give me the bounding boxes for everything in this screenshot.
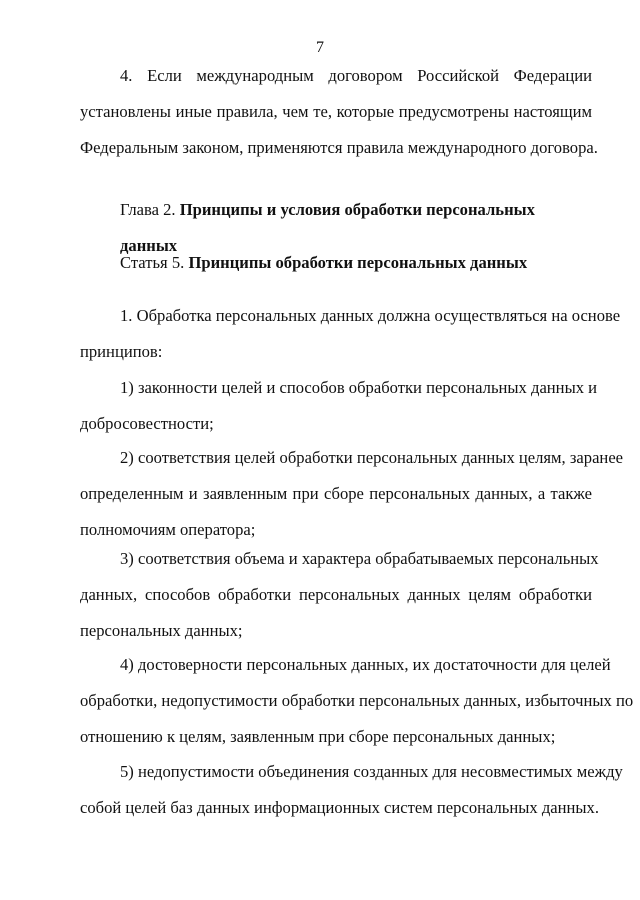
article-prefix: Статья 5. xyxy=(120,253,189,272)
paragraph-line: 2) соответствия целей обработки персональных данных целям, заранее xyxy=(120,448,624,467)
paragraph-line: отношению к целям, заявленным при сборе персональных данных; xyxy=(80,727,556,746)
paragraph-line: 5) недопустимости объединения созданных для несовместимых между xyxy=(120,762,623,781)
paragraph-line: принципов: xyxy=(80,342,163,361)
paragraph-line: персональных данных; xyxy=(80,621,243,640)
article-title: Принципы обработки персональных данных xyxy=(188,253,528,272)
list-item xyxy=(80,370,598,442)
paragraph-line: добросовестности; xyxy=(80,414,214,433)
paragraph-line: 4. Если международным договором Российской Федерации xyxy=(120,66,592,85)
paragraph-line: установлены иные правила, чем те, которые предусмотрены настоящим xyxy=(80,102,592,121)
paragraph-line: определенным и заявленным при сборе персональных данных, а также xyxy=(80,484,592,503)
paragraph-line: данных, способов обработки персональных данных целям обработки xyxy=(80,585,592,604)
paragraph-line: 1) законности целей и способов обработки персональных данных и xyxy=(120,378,598,397)
paragraph-line: 1. Обработка персональных данных должна осуществляться на основе xyxy=(120,306,621,325)
list-item xyxy=(80,754,623,826)
paragraph-1 xyxy=(80,298,621,370)
paragraph-line: 3) соответствия объема и характера обрабатываемых персональных xyxy=(120,549,599,568)
article-heading xyxy=(80,245,592,281)
paragraph-line: полномочиям оператора; xyxy=(80,520,256,539)
list-item xyxy=(80,647,634,755)
chapter-title: Принципы и условия обработки персональных данных xyxy=(120,200,535,255)
list-item xyxy=(80,440,624,548)
paragraph-line: Федеральным законом, применяются правила международного договора. xyxy=(80,138,598,157)
paragraph-4 xyxy=(80,58,598,166)
list-item xyxy=(80,541,599,649)
paragraph-line: 4) достоверности персональных данных, их достаточности для целей xyxy=(120,655,611,674)
chapter-prefix: Глава 2. xyxy=(120,200,180,219)
paragraph-line: обработки, недопустимости обработки персональных данных, избыточных по xyxy=(80,691,634,710)
page-number: 7 xyxy=(316,39,324,56)
paragraph-line: собой целей баз данных информационных систем персональных данных. xyxy=(80,798,600,817)
